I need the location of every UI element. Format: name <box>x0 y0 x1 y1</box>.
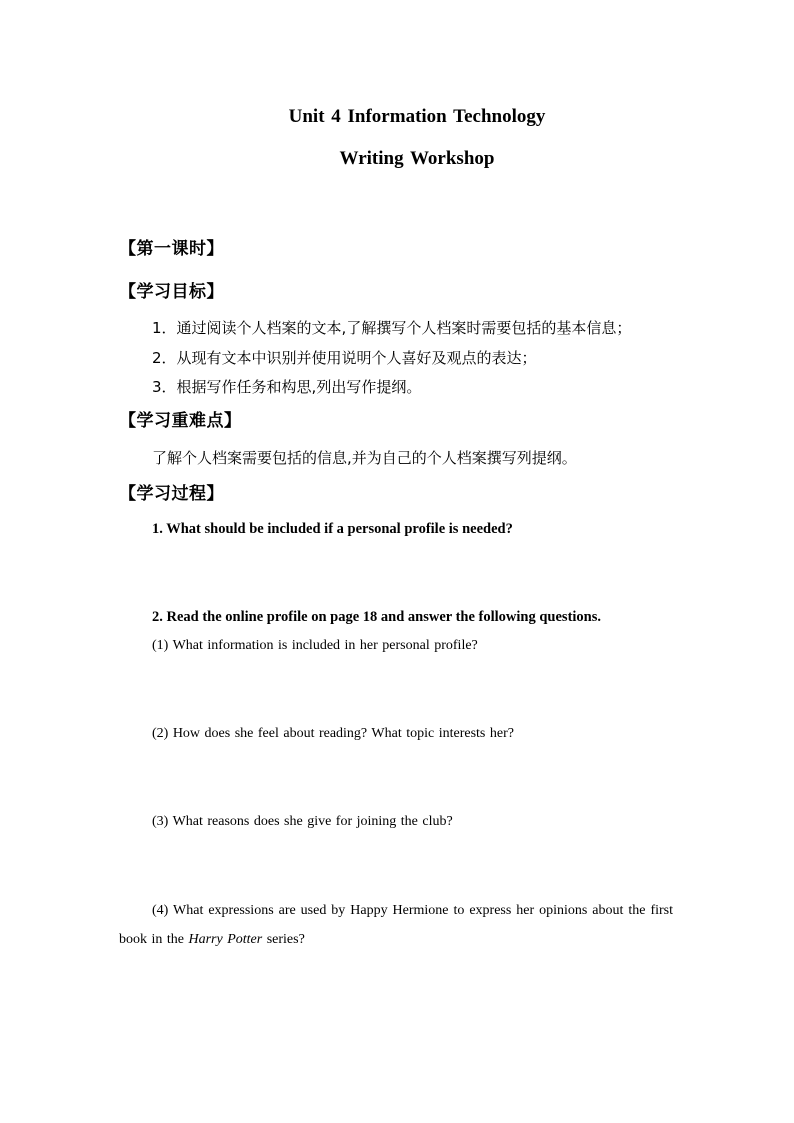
document-title: Unit 4 Information Technology <box>288 106 546 127</box>
sub-question-4-text: (4) What expressions are used by Happy Hermione to express her opinions about the first book in the <box>119 903 673 947</box>
objective-item-1: 1．通过阅读个人档案的文本,了解撰写个人档案时需要包括的基本信息； <box>152 319 632 337</box>
key-points-heading: 【学习重难点】 <box>119 411 242 431</box>
key-points-text: 了解个人档案需要包括的信息,并为自己的个人档案撰写列提纲。 <box>152 449 577 467</box>
document-subtitle: Writing Workshop <box>339 148 495 169</box>
objective-item-2: 2．从现有文本中识别并使用说明个人喜好及观点的表达； <box>152 349 537 367</box>
question-2: 2. Read the online profile on page 18 and answer the following questions. <box>152 609 602 625</box>
sub-question-1: (1) What information is included in her personal profile? <box>152 638 478 653</box>
objectives-heading: 【学习目标】 <box>119 282 224 302</box>
lesson-label: 【第一课时】 <box>119 239 224 259</box>
question-1: 1. What should be included if a personal profile is needed? <box>152 521 513 537</box>
sub-question-2: (2) How does she feel about reading? What topic interests her? <box>152 726 514 741</box>
sub-question-3: (3) What reasons does she give for joining the club? <box>152 814 453 829</box>
objective-item-3: 3．根据写作任务和构思,列出写作提纲。 <box>152 378 422 396</box>
process-heading: 【学习过程】 <box>119 484 224 504</box>
book-title: Harry Potter <box>188 932 263 947</box>
sub-question-4-end: series? <box>262 932 305 947</box>
sub-question-4 <box>119 896 673 954</box>
